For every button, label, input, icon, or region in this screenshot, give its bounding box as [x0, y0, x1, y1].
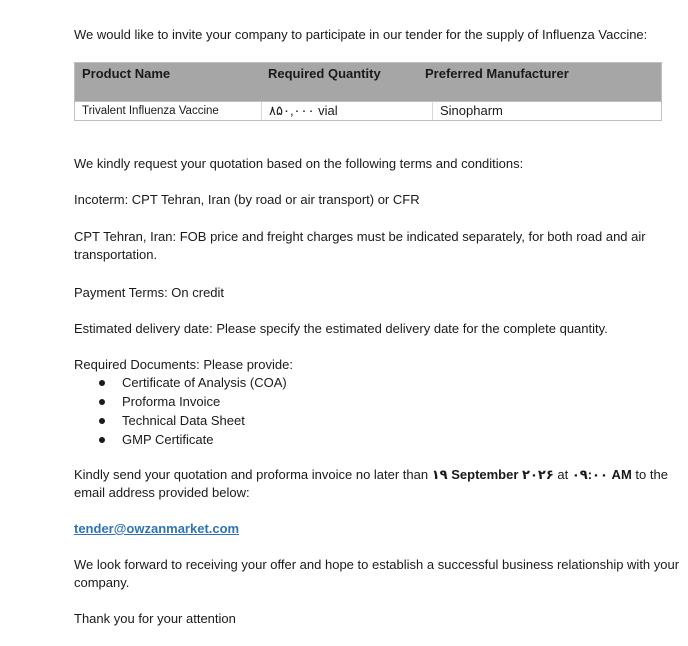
documents-list	[74, 374, 287, 450]
list-item: Certificate of Analysis (COA)	[74, 374, 287, 393]
delivery-date-text: Estimated delivery date: Please specify the estimated delivery date for the complete quantity.	[74, 321, 608, 336]
header-required-quantity: Required Quantity	[268, 66, 381, 81]
deadline-text: Kindly send your quotation and proforma invoice no later than ۱۹ September ۲۰۲۶ at ۰۹:۰۰ AM to the email address provided below:	[74, 467, 668, 500]
deadline-year: ۲۰۲۶	[522, 467, 554, 482]
bullet-icon	[99, 418, 105, 424]
cell-product-name: Trivalent Influenza Vaccine	[75, 102, 262, 120]
product-table	[74, 62, 662, 121]
closing-text: We look forward to receiving your offer and hope to establish a successful business relationship with your company.	[74, 557, 680, 590]
request-text: We kindly request your quotation based on the following terms and conditions:	[74, 156, 524, 171]
deadline-day: ۱۹	[431, 467, 448, 482]
intro-text: We would like to invite your company to participate in our tender for the supply of Influenza Vaccine:	[74, 27, 648, 42]
bullet-icon	[99, 399, 105, 405]
table-header-row	[75, 63, 661, 101]
header-preferred-manufacturer: Preferred Manufacturer	[425, 66, 569, 81]
header-product-name: Product Name	[82, 66, 171, 81]
deadline-month: September	[447, 467, 523, 482]
incoterm-text: Incoterm: CPT Tehran, Iran (by road or air transport) or CFR	[74, 192, 420, 207]
cell-required-quantity: ۸۵۰,۰۰۰ vial	[262, 102, 433, 120]
payment-terms-text: Payment Terms: On credit	[74, 285, 225, 300]
cell-preferred-manufacturer: Sinopharm	[440, 103, 503, 118]
deadline-time: ۰۹:۰۰	[571, 467, 608, 482]
list-item: Technical Data Sheet	[74, 412, 287, 431]
table-row	[75, 101, 661, 120]
thanks-text: Thank you for your attention	[74, 611, 236, 626]
cpt-text: CPT Tehran, Iran: FOB price and freight charges must be indicated separately, for both road and air transportation.	[74, 229, 646, 262]
list-item: Proforma Invoice	[74, 393, 287, 412]
documents-intro: Required Documents: Please provide:	[74, 357, 293, 372]
deadline-ampm: AM	[607, 467, 632, 482]
list-item: GMP Certificate	[74, 431, 287, 450]
email-link[interactable]: tender@owzanmarket.com	[74, 521, 240, 536]
bullet-icon	[99, 380, 105, 386]
bullet-icon	[99, 437, 105, 443]
